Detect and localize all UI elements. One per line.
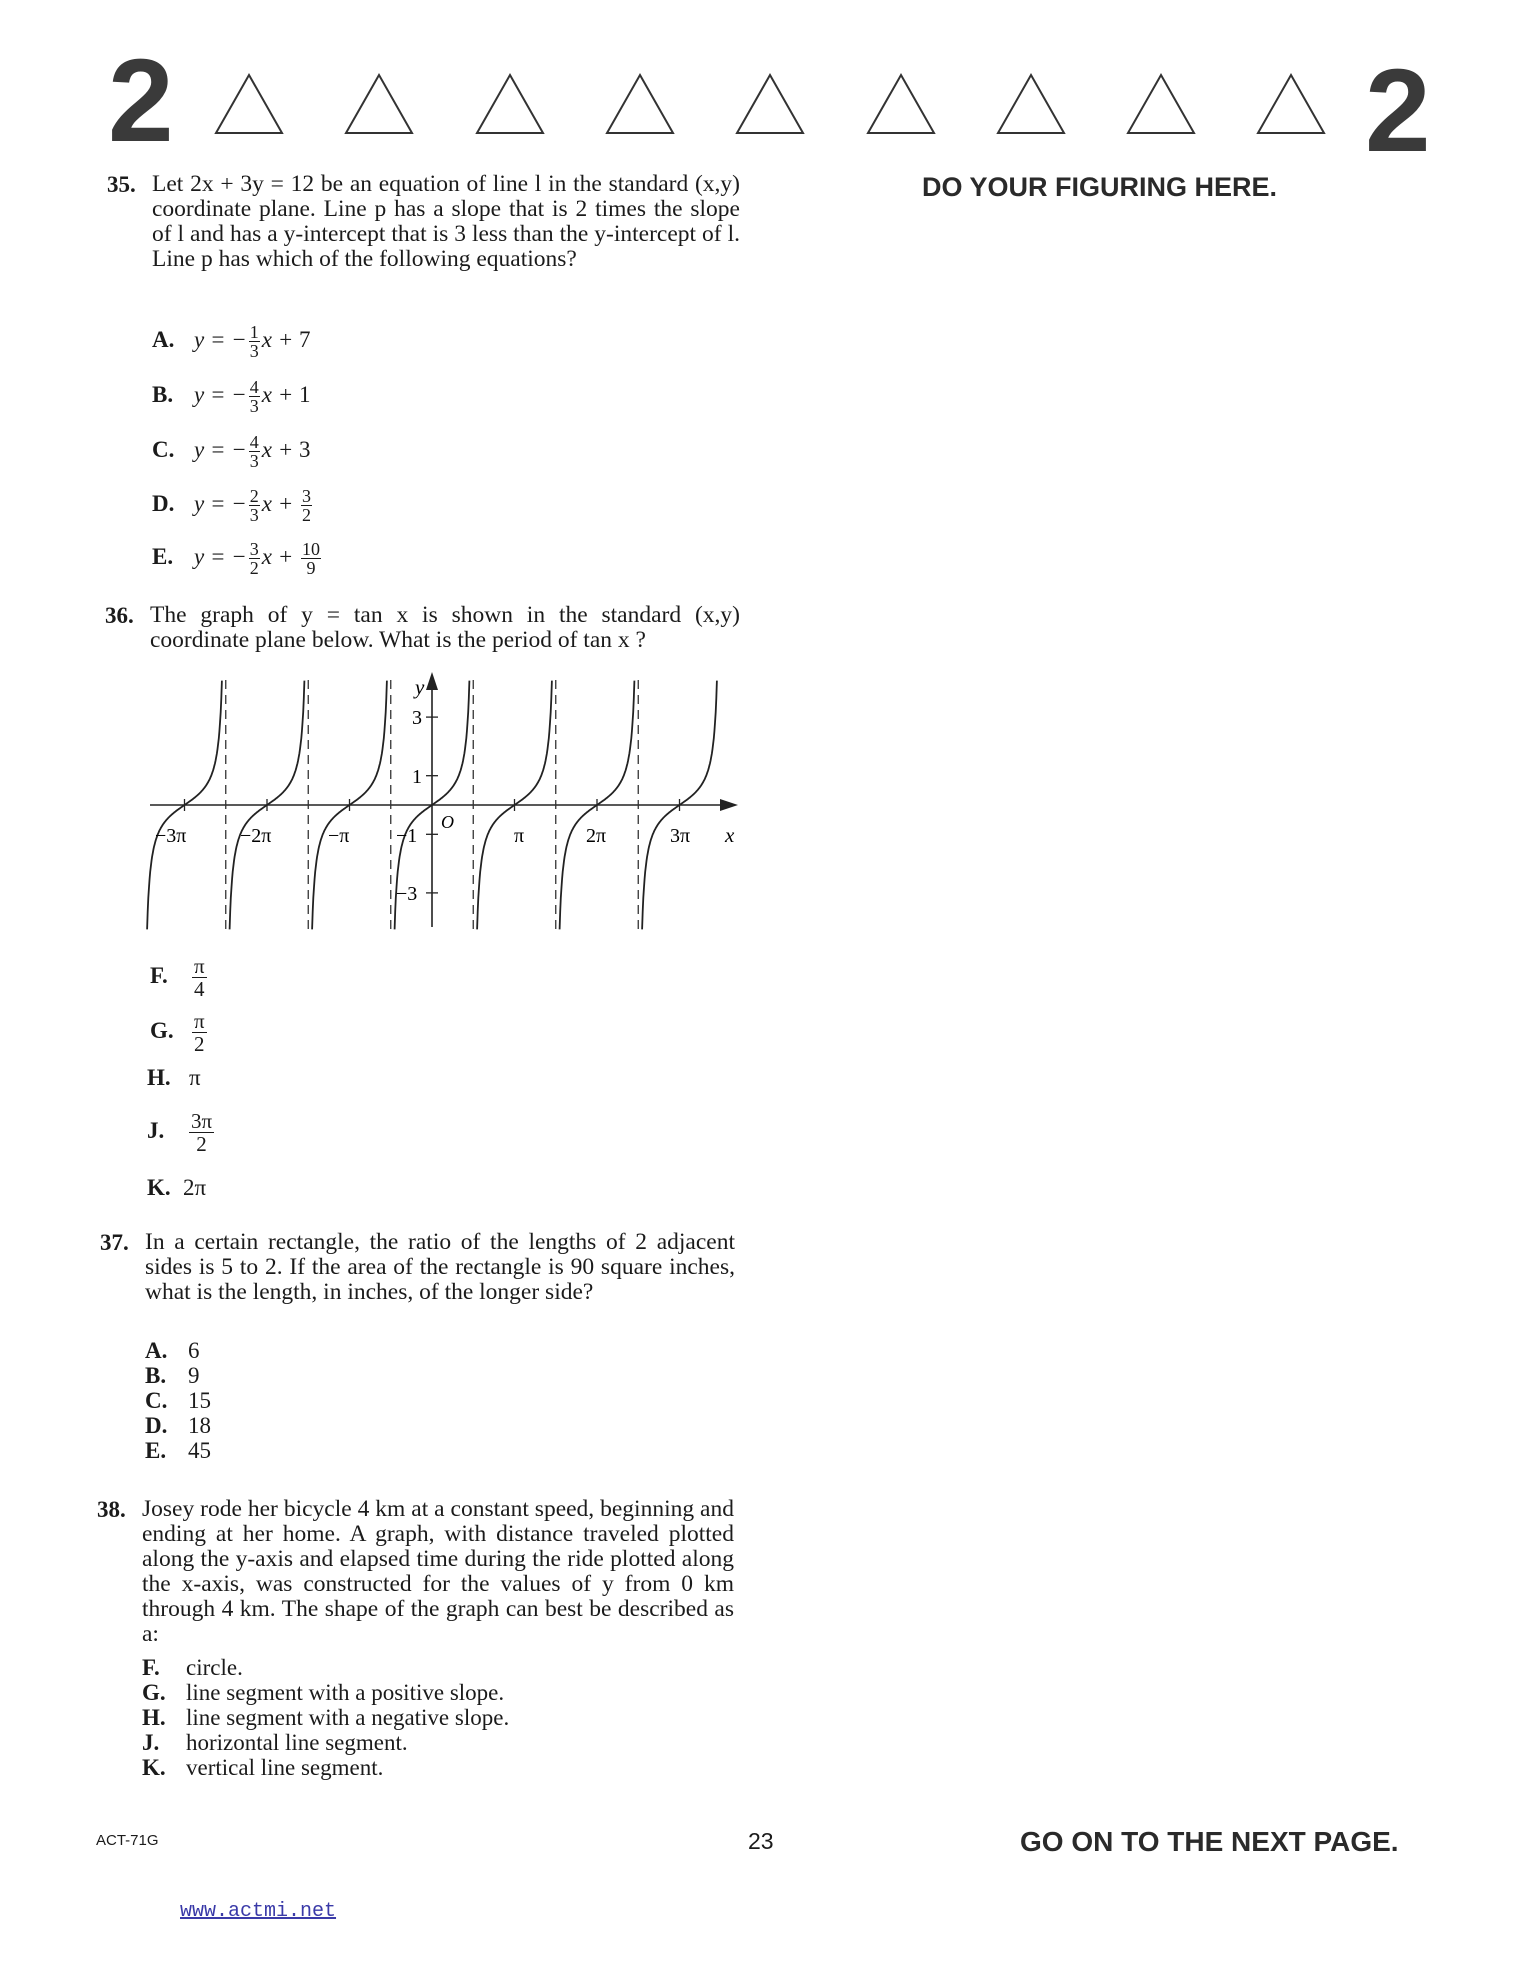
option-letter: J. (147, 1117, 165, 1143)
option-letter: H. (147, 1065, 171, 1090)
answer-option[interactable] (145, 1388, 211, 1413)
option-mid: x + (261, 326, 299, 352)
option-value: 18 (188, 1413, 211, 1438)
answer-option[interactable] (142, 1730, 509, 1755)
option-mid: x + (261, 543, 299, 569)
figuring-label: DO YOUR FIGURING HERE. (922, 172, 1278, 202)
option-value: line segment with a negative slope. (186, 1705, 510, 1730)
answer-option[interactable] (147, 1065, 201, 1091)
option-letter: D. (145, 1413, 168, 1438)
answer-option[interactable] (145, 1413, 211, 1438)
answer-option[interactable] (152, 433, 310, 470)
page-number: 23 (748, 1828, 774, 1854)
answer-option[interactable] (142, 1680, 509, 1705)
answer-option[interactable] (150, 1010, 207, 1055)
fraction: $\frac{1}{3}$ (249, 322, 259, 361)
y-tick-label: 1 (412, 766, 422, 788)
option-letter: E. (145, 1438, 167, 1463)
triangle-icon (474, 72, 546, 136)
answer-option[interactable] (145, 1438, 211, 1463)
y-tick-label: −1 (396, 825, 418, 847)
x-tick-label: −3π (155, 825, 187, 847)
x-tick-label: −2π (240, 825, 272, 847)
question-number: 38. (97, 1497, 126, 1522)
question-text: The graph of y = tan x is shown in the standard (x,y) coordinate plane below. What is the period of tan x ? (150, 602, 740, 653)
option-letter: C. (145, 1388, 168, 1413)
triangle-icon (213, 72, 285, 136)
option-letter: K. (147, 1175, 171, 1200)
question-text: In a certain rectangle, the ratio of the lengths of 2 adjacent sides is 5 to 2. If the area of the rectangle is 90 square inches, what is the length, in inches, of the longer side? (145, 1229, 735, 1305)
option-value: 2π (183, 1175, 207, 1200)
triangle-icon (734, 72, 806, 136)
answer-option[interactable] (152, 487, 314, 524)
form-code: ACT-71G (96, 1832, 159, 1849)
answer-option[interactable] (150, 955, 207, 1000)
fraction: $\frac{3\pi}{2}$ (191, 1109, 213, 1156)
fraction: $\frac{\pi}{2}$ (194, 1009, 205, 1056)
x-tick-label: 3π (670, 825, 691, 847)
y-tick-label: −3 (396, 883, 418, 905)
triangle-icon (995, 72, 1067, 136)
question-text: Let 2x + 3y = 12 be an equation of line l in the standard (x,y) coordinate plane. Line p has a slope that is 2 times the slope of l and has a y-intercept that is 3 less than the y-intercept of l. Line p has which of the following equations? (152, 171, 740, 272)
option-value: 9 (188, 1363, 200, 1388)
option-tail: 3 (298, 436, 311, 462)
option-letter: F. (150, 962, 168, 988)
fraction: $\frac{3}{2}$ (301, 486, 311, 525)
option-letter: F. (142, 1655, 160, 1680)
website-link[interactable]: www.actmi.net (180, 1900, 337, 1923)
triangle-icon (343, 72, 415, 136)
option-letter: A. (145, 1338, 168, 1363)
question-text: Josey rode her bicycle 4 km at a constant speed, beginning and ending at her home. A graph, with distance traveled plotted along the y-axis and elapsed time during the ride plotted along the x-axis, was constructed for the values of y from 0 km through 4 km. The shape of the graph can best be described as a: (142, 1496, 734, 1647)
fraction: $\frac{3}{2}$ (249, 539, 259, 578)
option-value: 6 (188, 1338, 200, 1363)
fraction: $\frac{\pi}{4}$ (194, 954, 205, 1001)
answer-option[interactable] (145, 1363, 211, 1388)
option-mid: x + (261, 381, 299, 407)
section-number-left: 2 (108, 35, 174, 167)
x-tick-label: π (514, 825, 525, 847)
y-tick-label: 3 (412, 707, 422, 729)
fraction: $\frac{2}{3}$ (249, 486, 259, 525)
option-value: vertical line segment. (186, 1755, 384, 1780)
option-lhs: y = − (194, 543, 247, 569)
x-tick-label: 2π (586, 825, 607, 847)
fraction: $\frac{10}{9}$ (301, 539, 320, 578)
option-letter: B. (152, 381, 174, 407)
triangle-icon (865, 72, 937, 136)
answer-option[interactable] (142, 1755, 509, 1780)
answer-list (145, 1338, 211, 1463)
option-lhs: y = − (194, 490, 247, 516)
question-number: 36. (105, 603, 134, 628)
answer-option[interactable] (152, 378, 310, 415)
origin-label: O (441, 812, 454, 832)
option-lhs: y = − (194, 326, 247, 352)
triangle-icon (604, 72, 676, 136)
option-letter: K. (142, 1755, 166, 1780)
section-number-right: 2 (1365, 45, 1431, 177)
triangle-icon (1125, 72, 1197, 136)
fraction: $\frac{4}{3}$ (249, 432, 259, 471)
x-axis-arrow (720, 799, 738, 811)
option-mid: x + (261, 436, 299, 462)
option-value: 15 (188, 1388, 211, 1413)
option-mid: x + (261, 490, 299, 516)
option-letter: G. (142, 1680, 166, 1705)
answer-option[interactable] (142, 1705, 509, 1730)
option-letter: H. (142, 1705, 166, 1730)
option-tail: 1 (298, 381, 311, 407)
question-number: 35. (107, 172, 136, 197)
x-axis-label: x (725, 823, 735, 847)
option-lhs: y = − (194, 436, 247, 462)
option-value: circle. (186, 1655, 243, 1680)
option-value: line segment with a positive slope. (186, 1680, 505, 1705)
answer-option[interactable] (145, 1338, 211, 1363)
option-letter: J. (142, 1730, 160, 1755)
question-number: 37. (100, 1230, 129, 1255)
option-value: π (189, 1065, 201, 1090)
y-axis-label: y (415, 675, 425, 699)
option-letter: D. (152, 490, 175, 516)
answer-option[interactable] (147, 1175, 206, 1201)
option-lhs: y = − (194, 381, 247, 407)
option-letter: E. (152, 543, 174, 569)
answer-option[interactable] (152, 540, 323, 577)
x-tick-label: −π (328, 825, 350, 847)
answer-option[interactable] (152, 323, 310, 360)
triangle-icon (1255, 72, 1327, 136)
answer-option[interactable] (142, 1655, 509, 1680)
y-axis-arrow (426, 672, 438, 690)
fraction: $\frac{4}{3}$ (249, 377, 259, 416)
next-page-notice: GO ON TO THE NEXT PAGE. (1020, 1826, 1399, 1857)
option-letter: G. (150, 1017, 174, 1043)
option-letter: C. (152, 436, 175, 462)
answer-list (142, 1655, 509, 1780)
option-letter: A. (152, 326, 175, 352)
option-value: horizontal line segment. (186, 1730, 408, 1755)
answer-option[interactable] (147, 1110, 214, 1155)
option-value: 45 (188, 1438, 211, 1463)
tangent-graph (140, 672, 750, 934)
option-letter: B. (145, 1363, 167, 1388)
option-tail: 7 (298, 326, 311, 352)
